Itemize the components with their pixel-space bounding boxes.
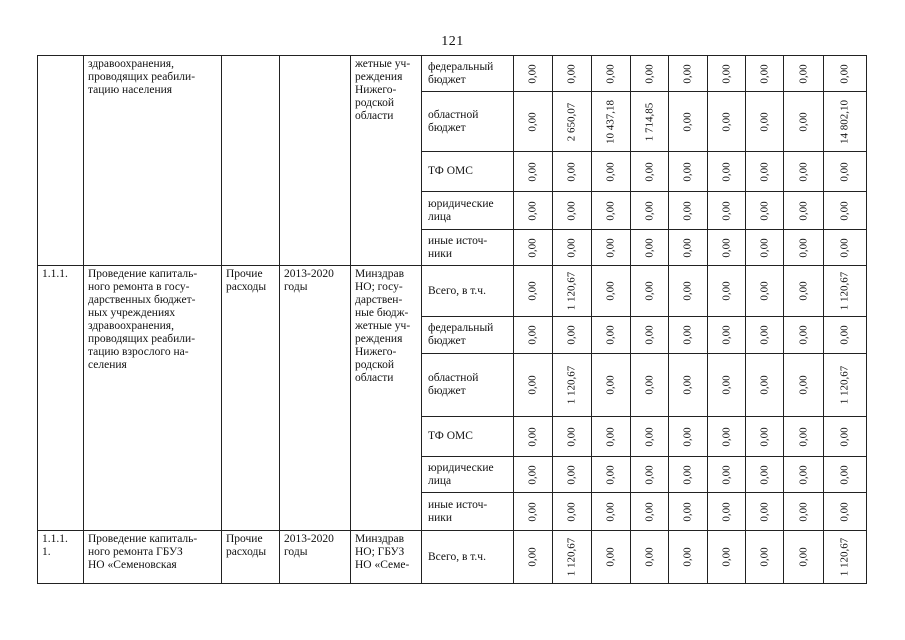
amount-cell (746, 266, 784, 317)
amount-value: 0,00 (604, 547, 617, 567)
amount-cell (553, 417, 592, 457)
amount-cell (824, 92, 867, 152)
amount-value: 0,00 (797, 161, 809, 182)
expense-type: Прочие расходы (222, 531, 280, 584)
amount-value: 0,00 (526, 281, 539, 301)
amount-cell (708, 230, 746, 266)
page-number: 121 (441, 34, 464, 49)
amount-cell (592, 457, 631, 493)
responsible: жетные уч- реждения Нижего- родской области (351, 56, 422, 266)
amount-cell (553, 493, 592, 531)
amount-cell (824, 493, 867, 531)
amount-cell (784, 92, 824, 152)
expense-type (222, 56, 280, 266)
amount-cell (669, 152, 708, 192)
amount-value: 0,00 (838, 426, 851, 447)
funding-source: юридические лица (422, 192, 514, 230)
amount-cell (592, 417, 631, 457)
amount-cell (514, 266, 553, 317)
amount-cell (784, 152, 824, 192)
amount-cell (514, 192, 553, 230)
amount-value: 0,00 (643, 161, 655, 182)
amount-value: 0,00 (720, 281, 732, 301)
amount-cell (514, 152, 553, 192)
amount-cell (824, 56, 867, 92)
item-title: здравоохранения, проводящих реабили- тацию населения (84, 56, 222, 266)
amount-cell (514, 92, 553, 152)
amount-value: 0,00 (526, 464, 539, 485)
amount-value: 0,00 (643, 281, 655, 301)
amount-value: 0,00 (643, 237, 655, 258)
amount-value: 0,00 (681, 375, 694, 395)
amount-value: 0,00 (758, 426, 770, 447)
amount-cell (669, 92, 708, 152)
amount-value: 1 120,67 (565, 365, 578, 405)
amount-value: 10 437,18 (604, 99, 617, 144)
amount-cell (784, 230, 824, 266)
amount-value: 0,00 (720, 375, 732, 395)
amount-cell (553, 266, 592, 317)
amount-value: 0,00 (565, 325, 578, 345)
amount-cell (708, 531, 746, 584)
amount-cell (631, 56, 669, 92)
amount-cell (824, 230, 867, 266)
responsible: Минздрав НО; госу- дарствен- ные бюдж- жетные уч- реждения Нижего- родской области (351, 266, 422, 531)
amount-value: 0,00 (565, 501, 578, 522)
amount-cell (784, 354, 824, 417)
funding-source: Всего, в т.ч. (422, 531, 514, 584)
amount-value: 0,00 (526, 547, 539, 567)
amount-cell (592, 354, 631, 417)
amount-cell (669, 457, 708, 493)
amount-cell (824, 457, 867, 493)
budget-table (37, 55, 867, 584)
amount-value: 0,00 (565, 161, 578, 182)
amount-value: 0,00 (526, 325, 539, 345)
amount-value: 0,00 (797, 281, 809, 301)
amount-cell (669, 417, 708, 457)
amount-cell (514, 56, 553, 92)
amount-cell (553, 56, 592, 92)
amount-value: 0,00 (604, 237, 617, 258)
amount-value: 0,00 (720, 547, 732, 567)
funding-source: иные источ- ники (422, 493, 514, 531)
amount-value: 0,00 (758, 375, 770, 395)
amount-cell (824, 266, 867, 317)
amount-cell (553, 92, 592, 152)
amount-value: 0,00 (681, 547, 694, 567)
amount-value: 1 120,67 (838, 365, 851, 405)
amount-value: 0,00 (720, 426, 732, 447)
amount-cell (553, 354, 592, 417)
amount-value: 0,00 (681, 325, 694, 345)
amount-value: 0,00 (643, 464, 655, 485)
item-title: Проведение капиталь- ного ремонта ГБУЗ НО «Семеновская (84, 531, 222, 584)
amount-value: 0,00 (643, 63, 655, 84)
amount-cell (553, 531, 592, 584)
amount-value: 0,00 (758, 237, 770, 258)
amount-cell (824, 531, 867, 584)
amount-cell (708, 192, 746, 230)
amount-value: 0,00 (604, 501, 617, 522)
amount-value: 0,00 (758, 464, 770, 485)
amount-value: 0,00 (565, 200, 578, 221)
amount-value: 0,00 (604, 426, 617, 447)
amount-value: 0,00 (797, 63, 809, 84)
amount-cell (784, 266, 824, 317)
amount-value: 0,00 (643, 426, 655, 447)
amount-cell (746, 56, 784, 92)
amount-value: 0,00 (643, 501, 655, 522)
amount-cell (592, 531, 631, 584)
amount-cell (746, 457, 784, 493)
amount-cell (708, 266, 746, 317)
amount-cell (824, 192, 867, 230)
table-row (38, 56, 867, 92)
amount-cell (669, 230, 708, 266)
amount-cell (592, 266, 631, 317)
amount-value: 0,00 (565, 237, 578, 258)
amount-cell (708, 92, 746, 152)
amount-value: 0,00 (643, 547, 655, 567)
amount-cell (592, 192, 631, 230)
amount-value: 0,00 (758, 501, 770, 522)
amount-value: 0,00 (604, 325, 617, 345)
amount-value: 0,00 (604, 161, 617, 182)
amount-cell (669, 531, 708, 584)
amount-cell (631, 230, 669, 266)
amount-value: 0,00 (720, 161, 732, 182)
amount-value: 0,00 (758, 325, 770, 345)
amount-value: 0,00 (838, 63, 851, 84)
amount-cell (514, 317, 553, 354)
amount-cell (631, 354, 669, 417)
amount-cell (592, 493, 631, 531)
amount-cell (631, 531, 669, 584)
amount-cell (514, 531, 553, 584)
funding-source: юридические лица (422, 457, 514, 493)
amount-cell (553, 457, 592, 493)
amount-value: 0,00 (838, 200, 851, 221)
amount-cell (784, 457, 824, 493)
amount-value: 1 120,67 (838, 537, 851, 577)
amount-cell (514, 457, 553, 493)
amount-cell (824, 417, 867, 457)
amount-value: 0,00 (643, 375, 655, 395)
amount-cell (553, 152, 592, 192)
amount-value: 0,00 (797, 464, 809, 485)
amount-value: 0,00 (681, 237, 694, 258)
amount-cell (708, 417, 746, 457)
amount-cell (746, 92, 784, 152)
amount-value: 14 802,10 (838, 99, 851, 144)
amount-cell (824, 317, 867, 354)
amount-value: 0,00 (604, 63, 617, 84)
amount-value: 0,00 (681, 281, 694, 301)
amount-value: 0,00 (526, 200, 539, 221)
amount-cell (592, 230, 631, 266)
amount-value: 0,00 (565, 426, 578, 447)
amount-cell (553, 230, 592, 266)
amount-cell (669, 493, 708, 531)
amount-value: 0,00 (604, 375, 617, 395)
table-row (38, 266, 867, 317)
amount-cell (514, 354, 553, 417)
amount-value: 0,00 (838, 325, 851, 345)
funding-source: ТФ ОМС (422, 417, 514, 457)
amount-value: 0,00 (720, 200, 732, 221)
amount-cell (553, 192, 592, 230)
amount-cell (784, 493, 824, 531)
amount-cell (746, 493, 784, 531)
amount-cell (514, 230, 553, 266)
amount-value: 0,00 (565, 464, 578, 485)
table-row (38, 531, 867, 584)
years: 2013-2020 годы (280, 266, 351, 531)
item-title: Проведение капиталь- ного ремонта в госу- дарственных бюджет- ных учреждениях здравоохранения, проводящих реабили- тацию взрослого на- селения (84, 266, 222, 531)
funding-source: областной бюджет (422, 92, 514, 152)
amount-value: 0,00 (758, 111, 770, 132)
amount-cell (592, 56, 631, 92)
amount-cell (669, 317, 708, 354)
amount-value: 0,00 (681, 200, 694, 221)
amount-value: 0,00 (526, 375, 539, 395)
amount-value: 0,00 (720, 111, 732, 132)
amount-value: 0,00 (681, 501, 694, 522)
amount-cell (708, 152, 746, 192)
item-number: 1.1.1. 1. (38, 531, 84, 584)
amount-cell (592, 92, 631, 152)
amount-cell (631, 493, 669, 531)
amount-cell (708, 354, 746, 417)
amount-cell (708, 457, 746, 493)
amount-value: 0,00 (526, 501, 539, 522)
amount-cell (784, 317, 824, 354)
amount-cell (631, 92, 669, 152)
item-number: 1.1.1. (38, 266, 84, 531)
amount-cell (631, 266, 669, 317)
amount-value: 0,00 (526, 237, 539, 258)
amount-value: 0,00 (838, 237, 851, 258)
amount-value: 1 714,85 (643, 102, 655, 141)
responsible: Минздрав НО; ГБУЗ НО «Семе- (351, 531, 422, 584)
amount-value: 1 120,67 (565, 271, 578, 311)
amount-cell (784, 192, 824, 230)
amount-value: 0,00 (838, 501, 851, 522)
amount-cell (514, 417, 553, 457)
amount-cell (824, 152, 867, 192)
funding-source: федеральный бюджет (422, 317, 514, 354)
amount-cell (669, 192, 708, 230)
amount-cell (669, 354, 708, 417)
amount-cell (746, 230, 784, 266)
amount-cell (631, 457, 669, 493)
amount-value: 1 120,67 (838, 271, 851, 311)
years (280, 56, 351, 266)
amount-value: 0,00 (720, 237, 732, 258)
amount-cell (708, 317, 746, 354)
amount-value: 0,00 (681, 111, 694, 132)
amount-cell (553, 317, 592, 354)
amount-value: 2 650,07 (565, 102, 578, 141)
amount-value: 0,00 (526, 161, 539, 182)
amount-value: 0,00 (797, 375, 809, 395)
amount-cell (746, 531, 784, 584)
amount-cell (631, 192, 669, 230)
amount-value: 0,00 (797, 325, 809, 345)
amount-value: 0,00 (758, 281, 770, 301)
amount-value: 0,00 (797, 200, 809, 221)
amount-cell (514, 493, 553, 531)
amount-cell (746, 152, 784, 192)
funding-source: федеральный бюджет (422, 56, 514, 92)
amount-cell (631, 152, 669, 192)
amount-value: 0,00 (758, 63, 770, 84)
amount-cell (631, 317, 669, 354)
funding-source: областной бюджет (422, 354, 514, 417)
amount-value: 0,00 (797, 426, 809, 447)
amount-value: 0,00 (838, 464, 851, 485)
item-number (38, 56, 84, 266)
amount-value: 0,00 (797, 547, 809, 567)
amount-value: 0,00 (681, 426, 694, 447)
funding-source: ТФ ОМС (422, 152, 514, 192)
amount-value: 0,00 (526, 426, 539, 447)
amount-cell (631, 417, 669, 457)
amount-cell (592, 152, 631, 192)
amount-value: 0,00 (643, 325, 655, 345)
amount-value: 0,00 (720, 63, 732, 84)
amount-value: 0,00 (758, 547, 770, 567)
amount-cell (784, 56, 824, 92)
amount-value: 0,00 (720, 464, 732, 485)
amount-value: 0,00 (643, 200, 655, 221)
amount-cell (784, 531, 824, 584)
funding-source: Всего, в т.ч. (422, 266, 514, 317)
amount-value: 1 120,67 (565, 537, 578, 577)
amount-cell (784, 417, 824, 457)
amount-value: 0,00 (758, 200, 770, 221)
amount-value: 0,00 (681, 63, 694, 84)
amount-value: 0,00 (681, 464, 694, 485)
amount-value: 0,00 (681, 161, 694, 182)
amount-value: 0,00 (838, 161, 851, 182)
years: 2013-2020 годы (280, 531, 351, 584)
expense-type: Прочие расходы (222, 266, 280, 531)
amount-cell (708, 56, 746, 92)
amount-value: 0,00 (797, 111, 809, 132)
amount-value: 0,00 (526, 63, 539, 84)
amount-cell (746, 192, 784, 230)
amount-cell (824, 354, 867, 417)
amount-cell (746, 354, 784, 417)
amount-value: 0,00 (604, 281, 617, 301)
amount-value: 0,00 (604, 200, 617, 221)
amount-value: 0,00 (565, 63, 578, 84)
amount-value: 0,00 (720, 325, 732, 345)
amount-value: 0,00 (720, 501, 732, 522)
amount-cell (669, 56, 708, 92)
amount-value: 0,00 (604, 464, 617, 485)
funding-source: иные источ- ники (422, 230, 514, 266)
amount-value: 0,00 (797, 501, 809, 522)
amount-value: 0,00 (758, 161, 770, 182)
amount-value: 0,00 (526, 111, 539, 132)
amount-cell (669, 266, 708, 317)
amount-cell (708, 493, 746, 531)
amount-value: 0,00 (797, 237, 809, 258)
amount-cell (746, 317, 784, 354)
amount-cell (746, 417, 784, 457)
amount-cell (592, 317, 631, 354)
